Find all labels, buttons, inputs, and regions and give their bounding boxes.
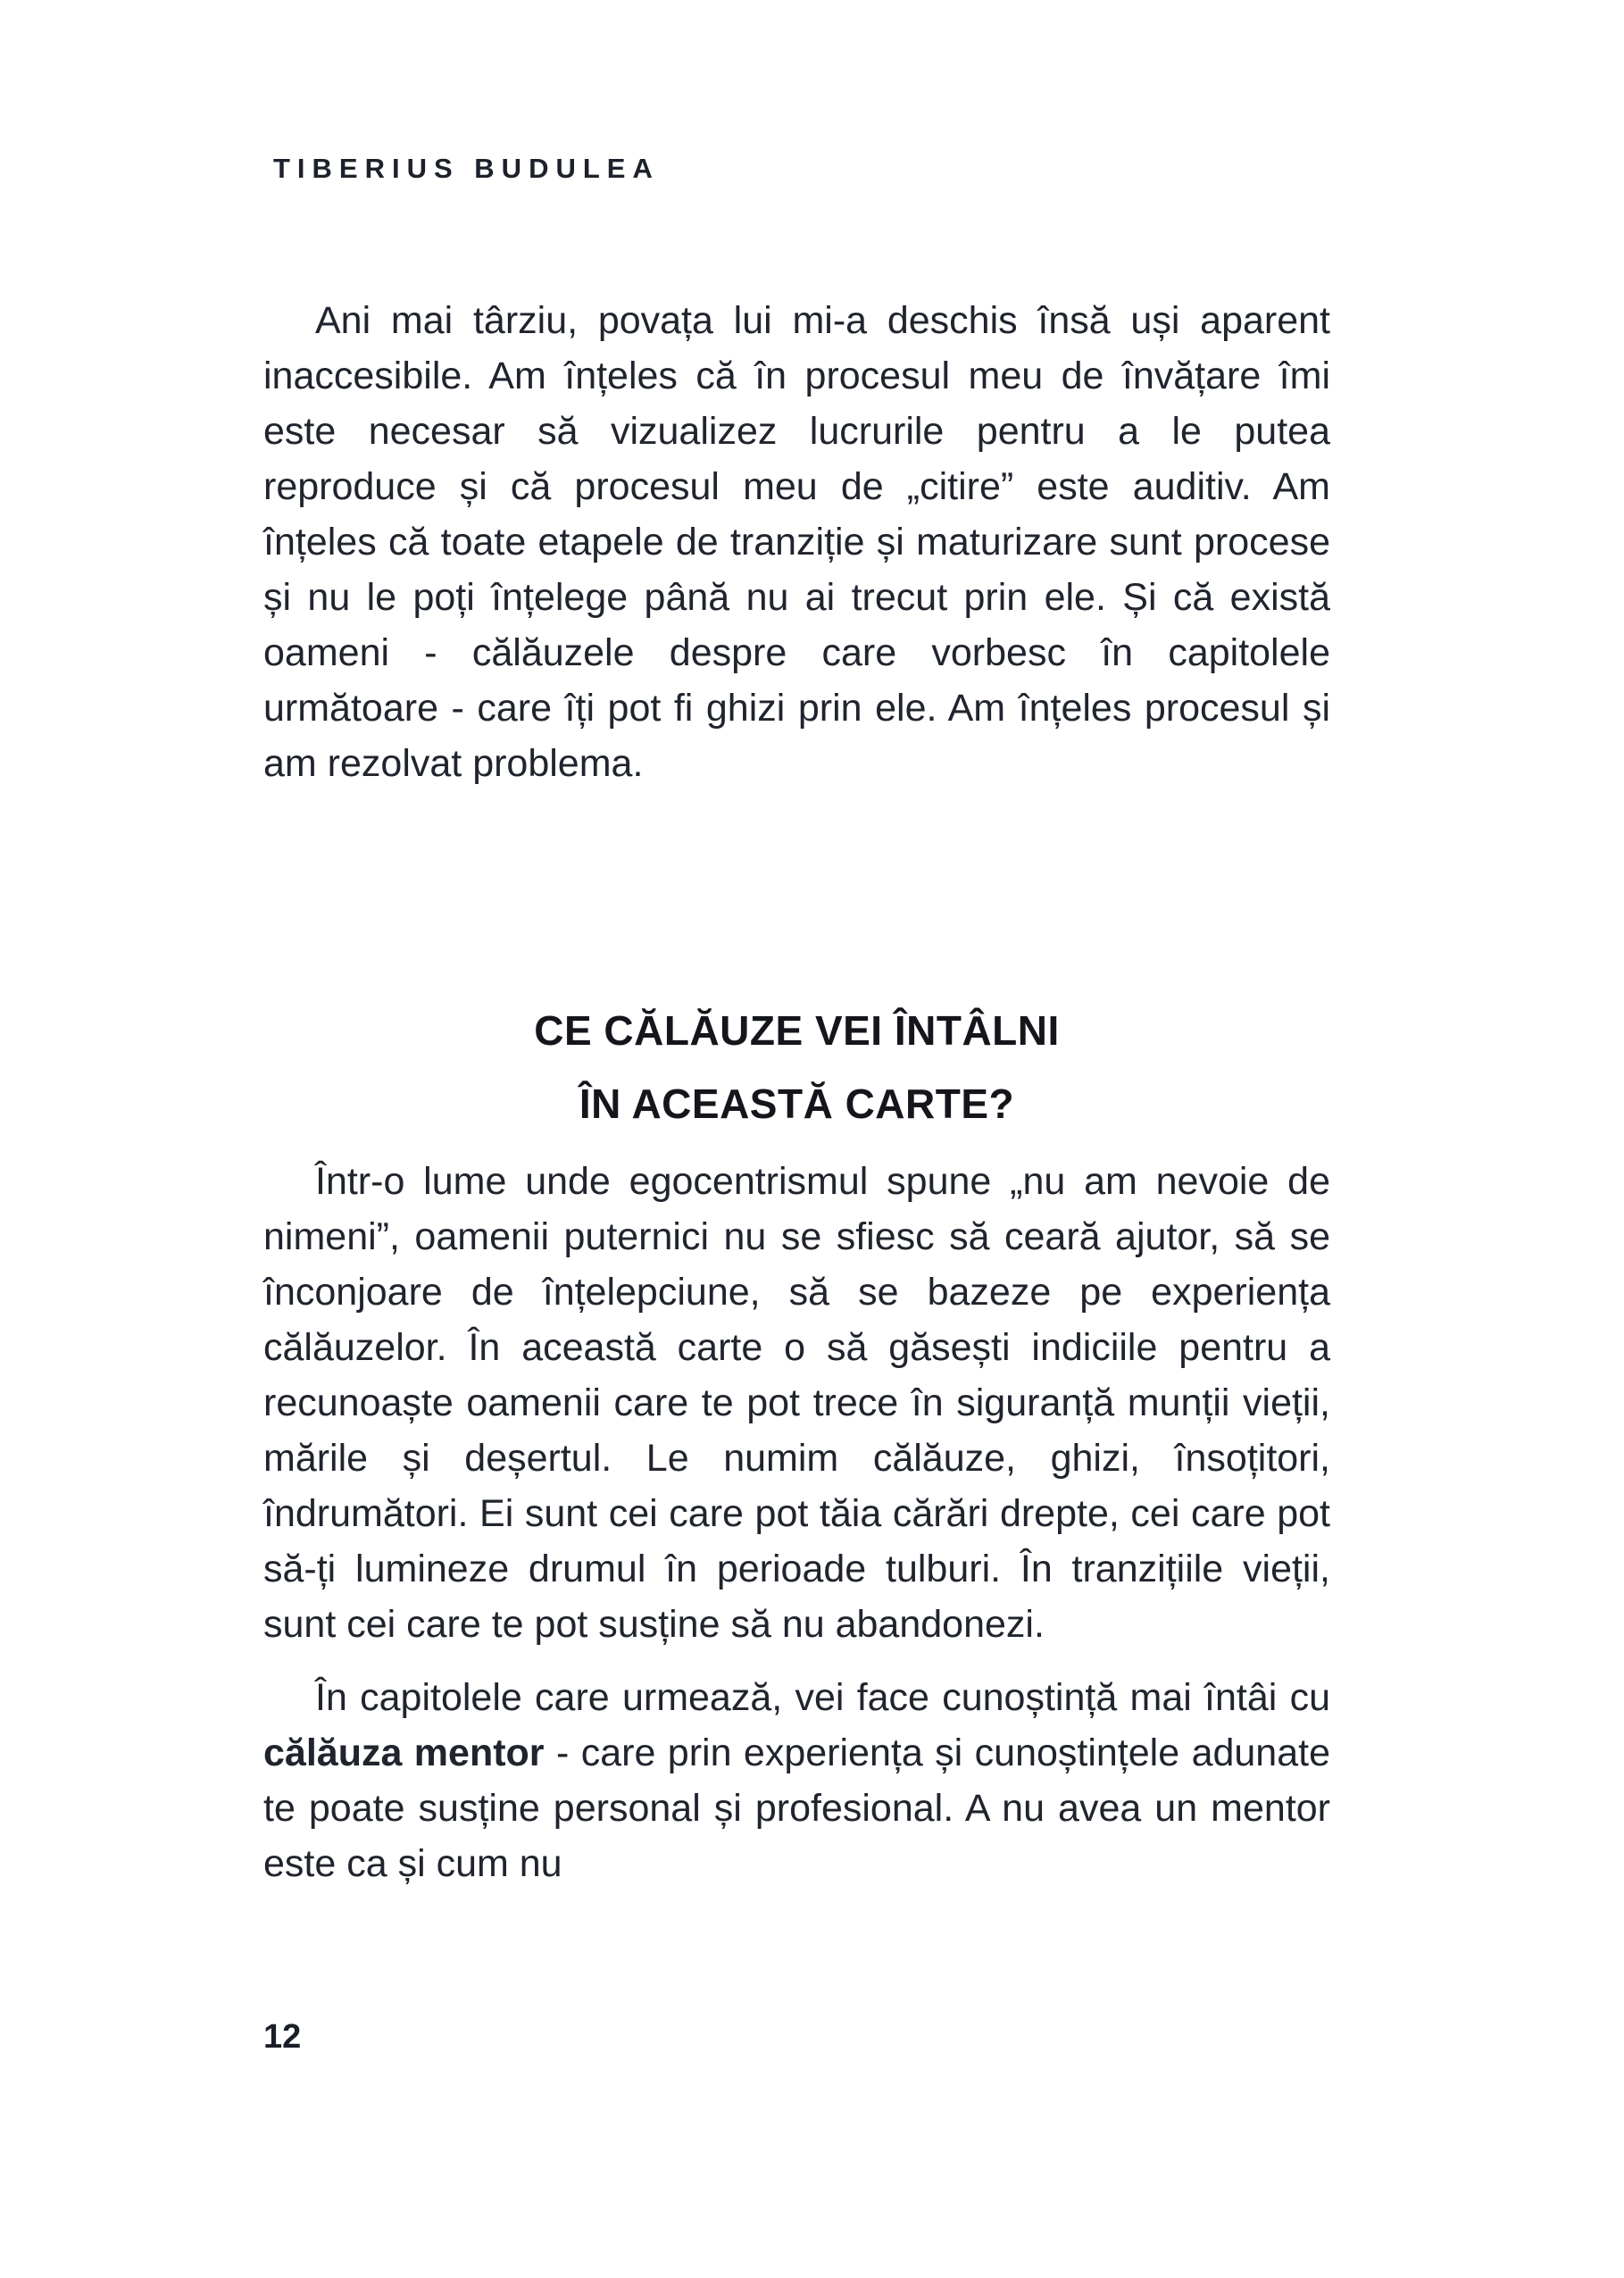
page-number: 12 [263, 2018, 302, 2056]
paragraph-intro: Ani mai târziu, povața lui mi-a deschis însă uși aparent inaccesibile. Am înțeles că în procesul meu de învățare îmi este necesar să vizualizez lucrurile pentru a le putea reproduce și că procesul meu de „citire” este auditiv. Am înțeles că toate etapele de tranziție și maturizare sunt procese și nu le poți înțelege până nu ai trecut prin ele. Și că există oameni - călăuzele despre care vorbesc în capitolele următoare - care îți pot fi ghizi prin ele. Am înțeles procesul și am rezolvat problema. [263, 299, 1330, 785]
section-heading [263, 994, 1330, 1140]
section-heading-line-2: ÎN ACEASTĂ CARTE? [579, 1081, 1015, 1127]
paragraph-mentor-text-after: - care prin experiența și cunoștințele adunate te poate susține personal și profesional. A nu avea un mentor este ca și cum nu [263, 1731, 1331, 1885]
paragraph-guides: Într-o lume unde egocentrismul spune „nu am nevoie de nimeni”, oamenii puternici nu se sfiesc să ceară ajutor, să se înconjoare de înțelepciune, să se bazeze pe experiența călăuzelor. În această carte o să găsești indiciile pentru a recunoaște oamenii care te pot trece în siguranță munții vieții, mările și deșertul. Le numim călăuze, ghizi, însoțitori, îndrumători. Ei sunt cei care pot tăia cărări drepte, cei care pot să-ți lumineze drumul în perioade tulburi. În tranzițiile vieții, sunt cei care te pot susține să nu abandonezi. [263, 1160, 1330, 1646]
paragraph-mentor [263, 1670, 1330, 1891]
paragraph-mentor-bold-term: călăuza mentor [263, 1731, 545, 1774]
section-heading-line-1: CE CĂLĂUZE VEI ÎNTÂLNI [534, 1007, 1060, 1054]
running-header: TIBERIUS BUDULEA [273, 153, 660, 184]
paragraph-mentor-text-before: În capitolele care urmează, vei face cunoștință mai întâi cu [315, 1676, 1330, 1719]
